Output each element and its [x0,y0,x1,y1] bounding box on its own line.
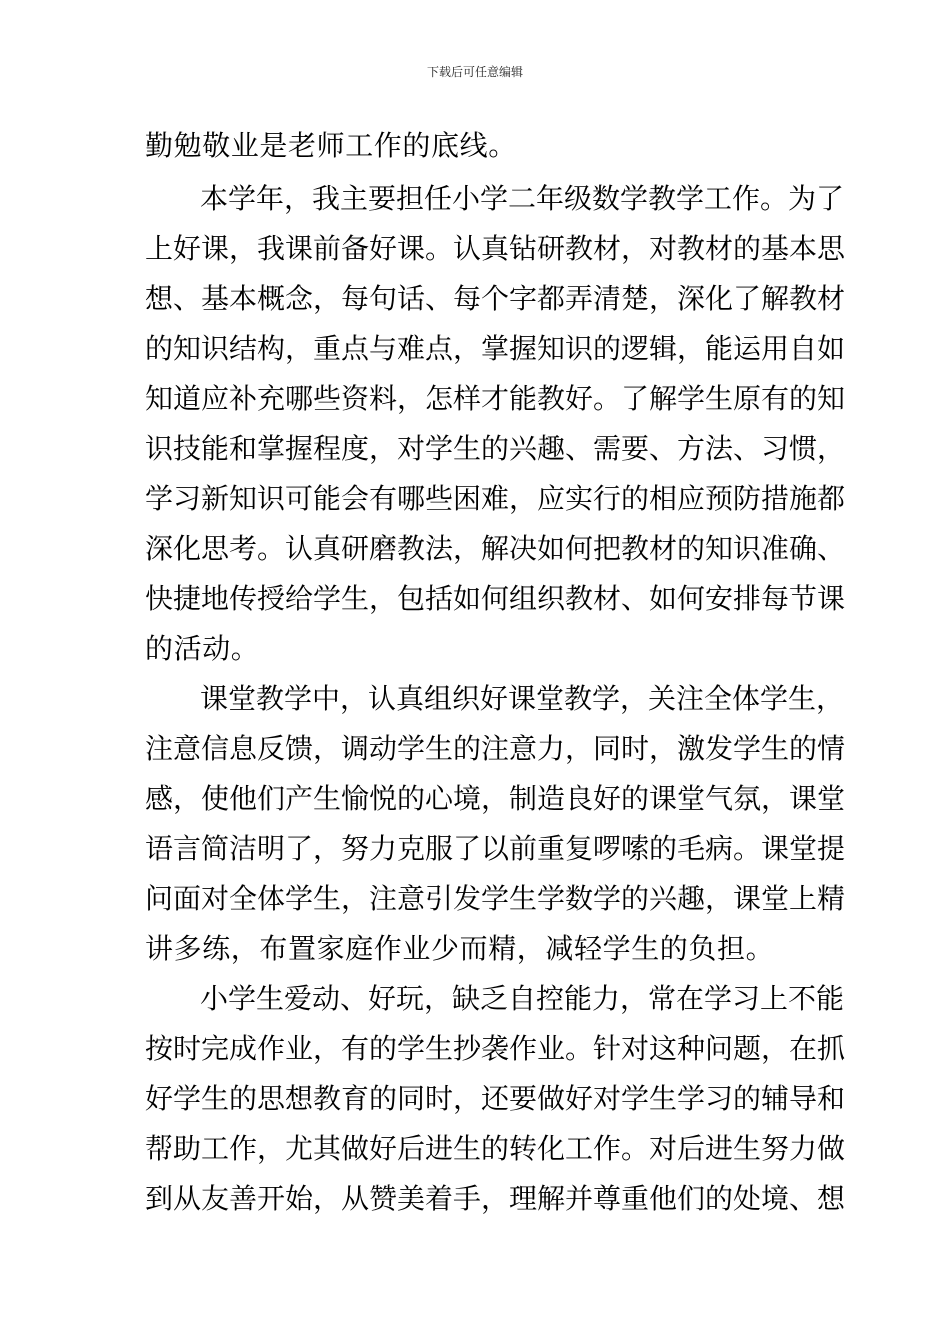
page-header: 下载后可任意编辑 [426,65,523,79]
paragraph-first-line: 小学生爱动、好玩，缺乏自控能力，常在学习上不能 [200,982,845,1015]
text-line: 想、基本概念，每句话、每个字都弄清楚，深化了解教材 [145,282,846,315]
text-line: 勤勉敬业是老师工作的底线。 [145,129,517,162]
text-line: 感，使他们产生愉悦的心境，制造良好的课堂气氛，课堂 [145,782,846,815]
text-line: 的知识结构，重点与难点，掌握知识的逻辑，能运用自如 [145,332,846,365]
text-line: 上好课，我课前备好课。认真钻研教材，对教材的基本思 [145,232,846,265]
text-line: 好学生的思想教育的同时，还要做好对学生学习的辅导和 [145,1082,846,1115]
text-line: 学习新知识可能会有哪些困难，应实行的相应预防措施都 [145,482,846,515]
text-line: 知道应补充哪些资料，怎样才能教好。了解学生原有的知 [145,382,846,415]
text-line: 帮助工作，尤其做好后进生的转化工作。对后进生努力做 [145,1132,846,1165]
paragraph-first-line: 本学年，我主要担任小学二年级数学教学工作。为了 [200,182,845,215]
text-line: 识技能和掌握程度，对学生的兴趣、需要、方法、习惯， [145,432,846,465]
text-line: 深化思考。认真研磨教法，解决如何把教材的知识准确、 [145,532,846,565]
text-line: 语言简洁明了，努力克服了以前重复啰嗦的毛病。课堂提 [145,832,846,865]
text-line: 讲多练，布置家庭作业少而精，减轻学生的负担。 [145,932,775,965]
text-line: 按时完成作业，有的学生抄袭作业。针对这种问题，在抓 [145,1032,846,1065]
text-line: 的活动。 [145,632,260,665]
text-line: 注意信息反馈，调动学生的注意力，同时，激发学生的情 [145,732,846,765]
text-line: 到从友善开始，从赞美着手，理解并尊重他们的处境、想 [145,1182,846,1215]
text-line: 快捷地传授给学生，包括如何组织教材、如何安排每节课 [145,582,846,615]
text-line: 问面对全体学生，注意引发学生学数学的兴趣，课堂上精 [145,882,846,915]
paragraph-first-line: 课堂教学中，认真组织好课堂教学，关注全体学生， [200,682,845,715]
